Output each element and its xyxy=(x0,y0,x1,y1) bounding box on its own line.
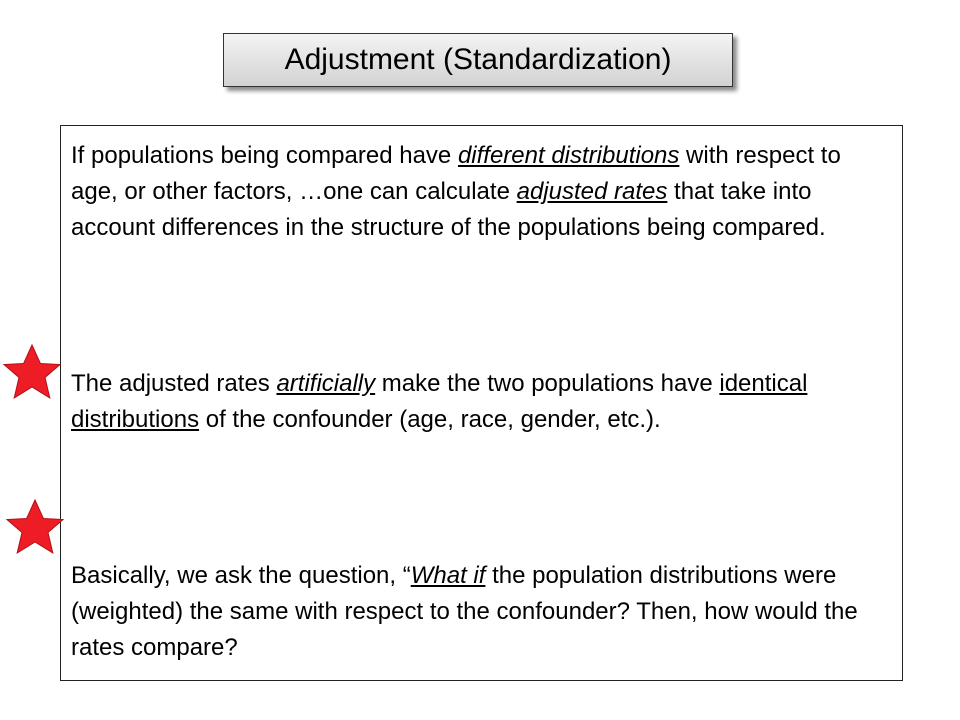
slide-title xyxy=(223,33,733,87)
text-segment: that take into account differences in the structure of the populations being compared. xyxy=(71,178,826,241)
star-shape xyxy=(4,345,60,398)
slide-title-text: Adjustment (Standardization) xyxy=(284,43,672,76)
emphasis-artificially: artificially xyxy=(276,370,376,397)
text-segment: If populations being compared have xyxy=(71,142,458,169)
star-shape xyxy=(7,500,63,553)
paragraph-artificial xyxy=(71,366,891,438)
text-segment: make the two populations have xyxy=(375,370,720,397)
text-segment: Basically, we ask the question, “ xyxy=(71,562,411,589)
star-icon xyxy=(2,343,62,403)
paragraph-definition xyxy=(71,138,891,246)
emphasis-what-if: What if xyxy=(410,562,486,589)
star-icon xyxy=(5,498,65,558)
text-segment: with respect to age, or other factors, …one can calculate xyxy=(71,142,841,205)
text-segment: The adjusted rates xyxy=(71,370,277,397)
emphasis-different-distributions: different distributions xyxy=(457,142,680,169)
emphasis-adjusted-rates: adjusted rates xyxy=(516,178,668,205)
text-segment: the population distributions were (weighted) the same with respect to the confounder? Then, how would the rates compare? xyxy=(71,562,858,661)
paragraph-what-if xyxy=(71,558,891,666)
content-box xyxy=(60,125,903,681)
text-segment: of the confounder (age, race, gender, etc.). xyxy=(199,406,661,433)
emphasis-identical-distributions: identical distributions xyxy=(71,370,808,433)
